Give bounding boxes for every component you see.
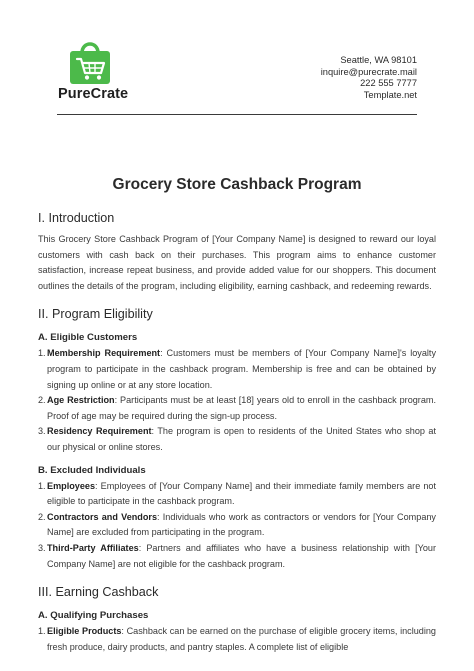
contact-block (321, 55, 417, 101)
section-heading-introduction: I. Introduction (38, 211, 115, 225)
list-number: 3. (38, 542, 46, 553)
list-term: Residency Requirement (47, 426, 152, 437)
list-item (38, 424, 436, 455)
list-term: Membership Requirement (47, 348, 161, 359)
list-item (38, 624, 436, 655)
list-number: 1. (38, 626, 46, 637)
list-number: 1. (38, 348, 46, 359)
list-text: : The program is open to residents of the United States who shop at our physical or online stores. (47, 426, 436, 452)
list-term: Eligible Products (47, 626, 122, 637)
contact-email[interactable]: inquire@purecrate.mail (320, 66, 417, 77)
list-text: : Participants must be at least [18] years old to enroll in the cashback program. Proof of age may be required during the sign-up process. (47, 395, 436, 421)
list-text: : Individuals who work as contractors or vendors for [Your Company Name] are excluded from participating in the program. (47, 511, 436, 538)
list-text: : Customers must be members of [Your Company Name]'s loyalty program to participate in the cashback program. Membership is free and can be obtained by signing up online or at any store location. (47, 348, 436, 390)
list-item (38, 510, 436, 541)
contact-website[interactable]: Template.net (363, 89, 417, 100)
shopping-bag-cart-icon (68, 37, 112, 85)
list-term: Age Restriction (47, 395, 115, 406)
list-item (38, 393, 436, 424)
list-number: 3. (38, 426, 46, 437)
contact-address: Seattle, WA 98101 (340, 55, 417, 65)
document-title: Grocery Store Cashback Program (112, 176, 362, 193)
section-heading-earning-cashback: III. Earning Cashback (38, 585, 159, 600)
section-heading-eligibility: II. Program Eligibility (38, 307, 153, 322)
subheading-qualifying-purchases: A. Qualifying Purchases (38, 610, 149, 622)
list-text: : Cashback can be earned on the purchase of eligible grocery items, including fresh produce, dairy products, and pantry staples. A complete list of eligible (47, 626, 436, 652)
list-text: : Partners and affiliates who have a business relationship with [Your Company Name] are not eligible for the cashback program. (47, 542, 436, 569)
list-term: Contractors and Vendors (47, 511, 158, 522)
document-body (38, 211, 436, 655)
introduction-paragraph: This Grocery Store Cashback Program of [Your Company Name] is designed to reward our loyal customers with cash back on their purchases. This program aims to enhance customer satisfaction, increase repeat business, and provide added value for our shoppers. This document outlines the details of the program, including eligibility, earning cashback, and redeeming rewards. (38, 234, 436, 291)
header-divider (57, 114, 417, 115)
list-term: Third-Party Affiliates (47, 542, 139, 553)
list-number: 1. (38, 480, 46, 491)
brand-name: PureCrate (58, 86, 129, 102)
letterhead (0, 0, 474, 120)
list-number: 2. (38, 395, 46, 406)
list-item (38, 479, 436, 510)
list-text: : Employees of [Your Company Name] and their immediate family members are not eligible to participate in the cashback program. (47, 480, 436, 507)
list-item (38, 346, 436, 393)
list-item (38, 541, 436, 572)
subheading-excluded-individuals: B. Excluded Individuals (38, 464, 146, 476)
subheading-eligible-customers: A. Eligible Customers (38, 332, 138, 344)
contact-phone: 222 555 7777 (360, 78, 417, 88)
list-term: Employees (47, 480, 96, 491)
list-number: 2. (38, 511, 46, 522)
